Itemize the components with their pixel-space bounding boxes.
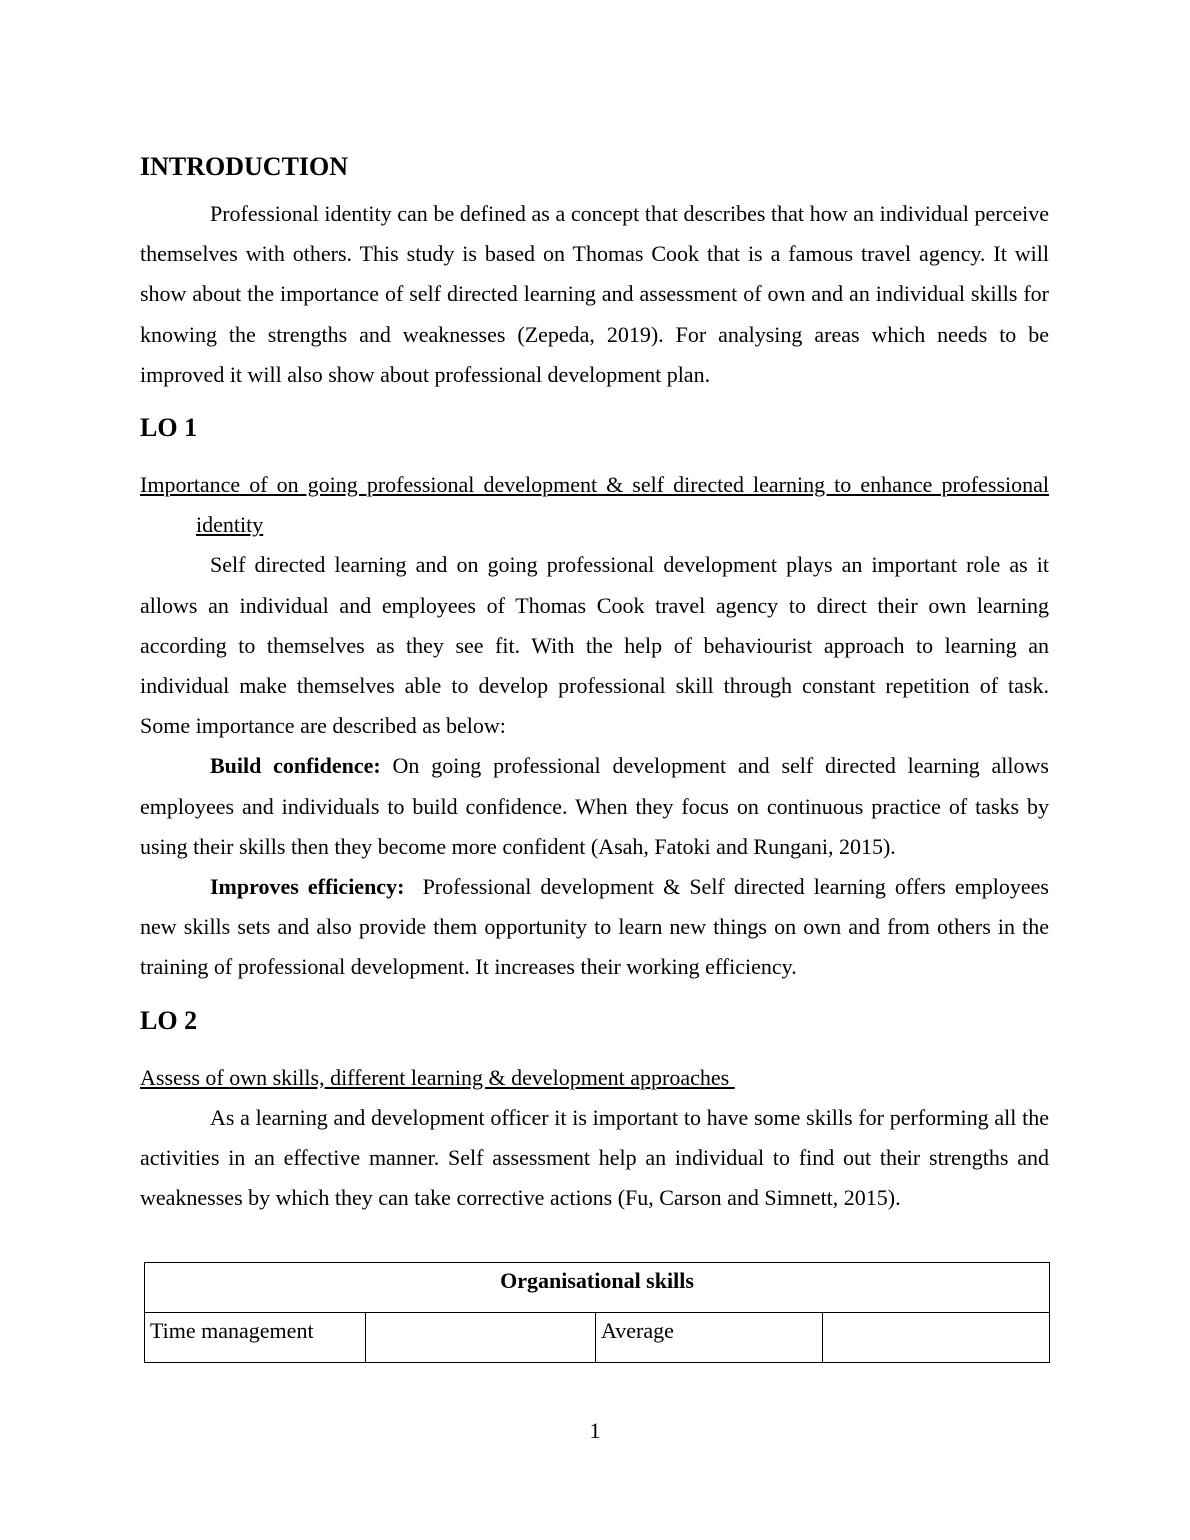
page-number: 1 xyxy=(589,1418,601,1443)
lo1-heading: LO 1 xyxy=(140,413,198,443)
efficiency-paragraph xyxy=(140,867,1055,988)
efficiency-lead: Improves efficiency: xyxy=(210,874,405,900)
table-cell-rating: Average xyxy=(596,1313,823,1363)
table-cell-empty-2 xyxy=(823,1313,1050,1363)
table-title-row xyxy=(145,1263,1050,1313)
organisational-skills-table xyxy=(144,1262,1050,1363)
intro-heading: INTRODUCTION xyxy=(140,152,349,181)
table-cell-empty-1 xyxy=(366,1313,596,1363)
lo1-paragraph: Self directed learning and on going professional development plays an important role as it allows an individual and employees of Thomas Cook travel agency to direct their own learning according to themselves as they see fit. With the help of behaviourist approach to learning an individual make themselves able to develop professional skill through constant repetition of task. Some importance are described as below: xyxy=(140,552,1049,739)
document-body xyxy=(140,150,1055,1218)
lo2-paragraph: As a learning and development officer it is important to have some skills for performing all the activities in an effective manner. Self assessment help an individual to find out their strengths and weaknesses by which they can take corrective actions (Fu, Carson and Simnett, 2015). xyxy=(140,1104,1049,1211)
intro-paragraph: Professional identity can be defined as a concept that describes that how an individual perceive themselves with others. This study is based on Thomas Cook that is a famous travel agency. It will show about the importance of self directed learning and assessment of own and an individual skills for knowing the strengths and weaknesses (Zepeda, 2019). For analysing areas which needs to be improved it will also show about professional development plan. xyxy=(140,201,1049,387)
efficiency-text: Professional development & Self directed learning offers employees new skills sets and also provide them opportunity to learn new things on own and from others in the training of professional development. It increases their working efficiency. xyxy=(140,874,1055,980)
table-row xyxy=(145,1313,1050,1363)
confidence-lead: Build confidence: xyxy=(210,753,381,779)
confidence-text: On going professional development and self directed learning allows employees and individuals to build confidence. When they focus on continuous practice of tasks by using their skills then they become more confident (Asah, Fatoki and Rungani, 2015). xyxy=(140,753,1049,859)
table-title: Organisational skills xyxy=(145,1263,1050,1313)
table-cell-skill: Time management xyxy=(145,1313,366,1363)
confidence-paragraph xyxy=(140,746,1049,867)
lo2-heading: LO 2 xyxy=(140,1005,198,1035)
lo2-subheading: Assess of own skills, different learning & development approaches xyxy=(140,1064,735,1090)
lo1-subheading: Importance of on going professional development & self directed learning to enhance professional identity xyxy=(140,472,1049,538)
